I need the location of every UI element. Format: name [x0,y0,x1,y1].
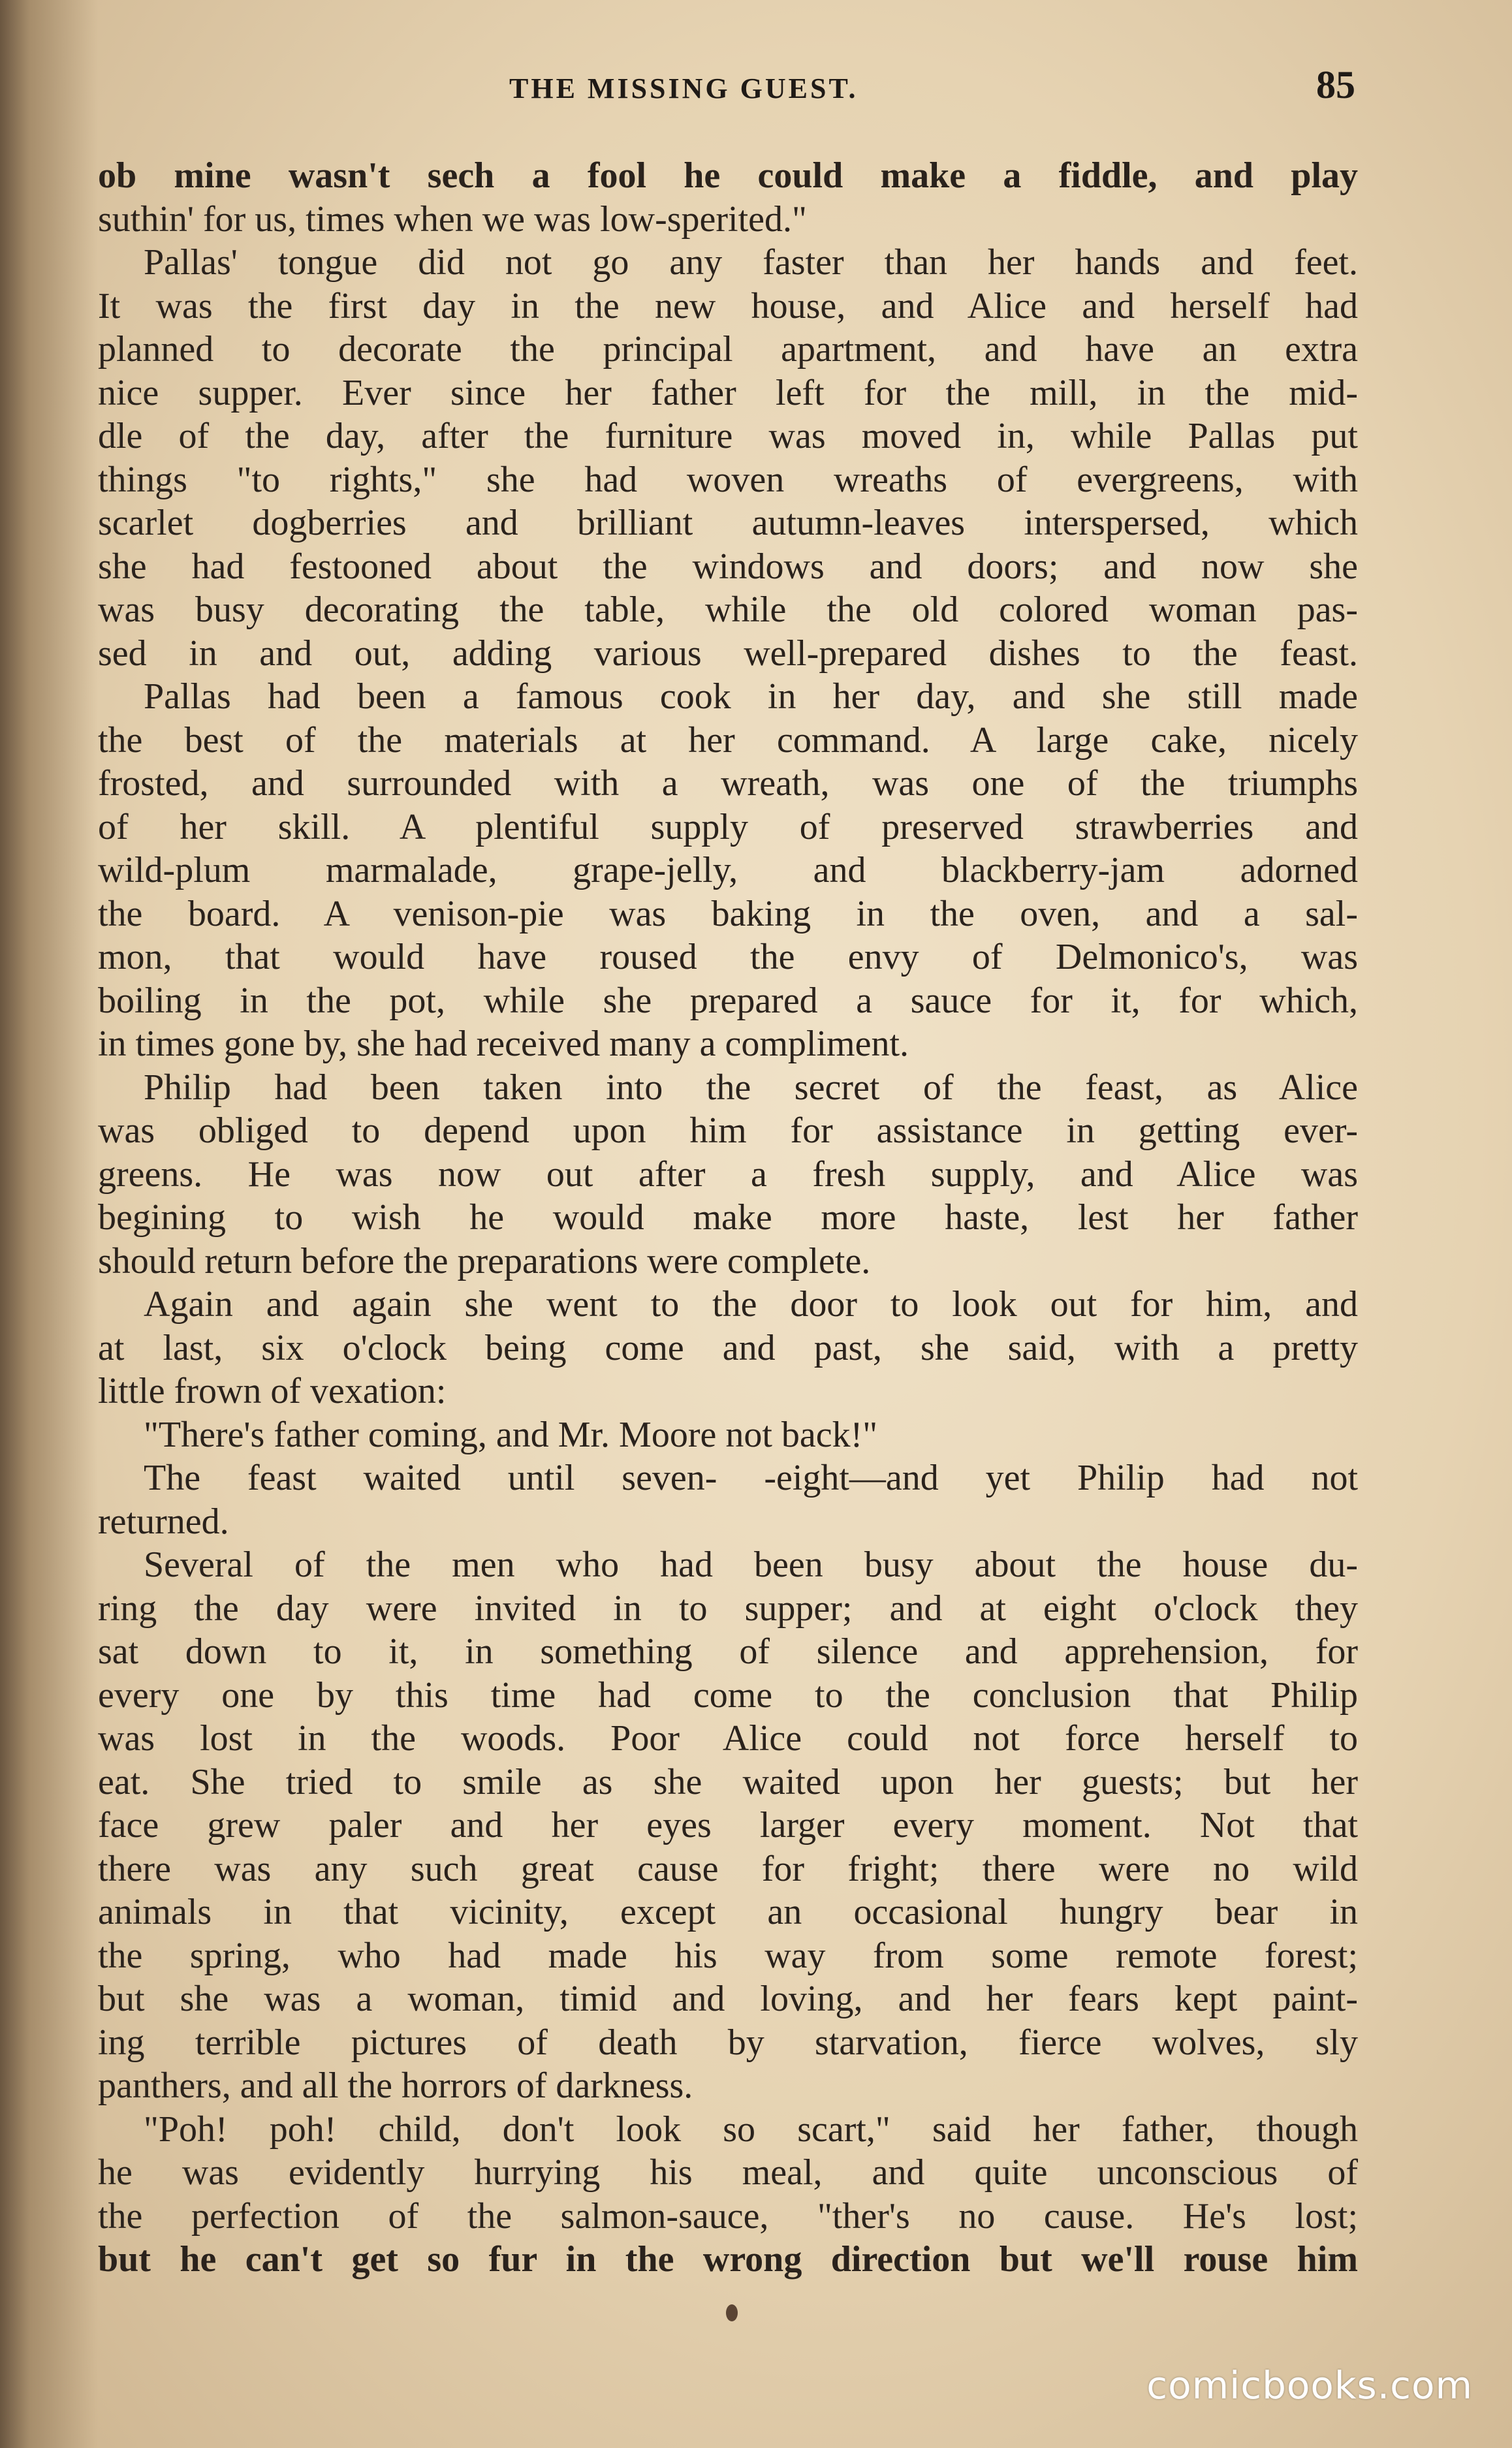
watermark: comicbooks.com [1146,2363,1473,2408]
text-line: things "to rights," she had woven wreaths of evergreens, with [98,459,1358,500]
body-text [98,154,1358,2282]
text-line: nice supper. Ever since her father left for the mill, in the mid- [98,372,1358,413]
text-line: returned. [98,1501,229,1542]
page-number: 85 [1316,63,1355,106]
text-line: suthin' for us, times when we was low-sperited." [98,198,807,240]
gutter-shadow [0,0,98,2448]
text-line: scarlet dogberries and brilliant autumn-leaves interspersed, which [98,503,1358,543]
text-line: "Poh! poh! child, don't look so scart," said her father, though [144,2109,1358,2150]
text-line: It was the first day in the new house, and Alice and herself had [98,285,1358,326]
text-line: Philip had been taken into the secret of the feast, as Alice [144,1067,1358,1108]
text-line: Pallas' tongue did not go any faster than her hands and feet. [144,242,1358,283]
text-line: in times gone by, she had received many a compliment. [98,1024,909,1064]
text-line: sat down to it, in something of silence and apprehension, for [98,1631,1358,1672]
text-line: she had festooned about the windows and doors; and now she [98,546,1358,587]
text-line: ob mine wasn't sech a fool he could make a fiddle, and play [98,155,1358,196]
text-line: Several of the men who had been busy about the house du- [144,1545,1358,1585]
text-line: frosted, and surrounded with a wreath, was one of the triumphs [98,763,1358,804]
text-line: face grew paler and her eyes larger every moment. Not that [98,1805,1358,1845]
text-line: he was evidently hurrying his meal, and quite unconscious of [98,2152,1358,2193]
text-line: panthers, and all the horrors of darkness. [98,2065,693,2106]
text-line: the best of the materials at her command. A large cake, nicely [98,719,1358,761]
text-line: ing terrible pictures of death by starvation, fierce wolves, sly [98,2022,1358,2063]
text-line: mon, that would have roused the envy of Delmonico's, was [98,937,1358,977]
text-line: but she was a woman, timid and loving, and her fears kept paint- [98,1979,1358,2019]
text-line: sed in and out, adding various well-prepared dishes to the feast. [98,633,1358,674]
text-line: dle of the day, after the furniture was moved in, while Pallas put [98,416,1358,456]
text-line: planned to decorate the principal apartment, and have an extra [98,329,1358,369]
text-line: little frown of vexation: [98,1371,447,1411]
text-line: animals in that vicinity, except an occasional hungry bear in [98,1892,1358,1932]
text-line: Again and again she went to the door to look out for him, and [144,1284,1358,1325]
text-line: should return before the preparations were complete. [98,1240,871,1281]
text-line: at last, six o'clock being come and past, she said, with a pretty [98,1327,1358,1368]
ink-spot [726,2304,738,2321]
text-line: but he can't get so fur in the wrong direction but we'll rouse him [98,2239,1358,2280]
text-line: the spring, who had made his way from some remote forest; [98,1935,1358,1976]
text-line: Pallas had been a famous cook in her day, and she still made [144,676,1358,717]
text-line: was busy decorating the table, while the old colored woman pas- [98,589,1358,630]
text-line: the board. A venison-pie was baking in the oven, and a sal- [98,893,1358,934]
running-head: THE MISSING GUEST. [509,72,858,104]
text-line: was lost in the woods. Poor Alice could not force herself to [98,1718,1358,1759]
text-line: there was any such great cause for fright; there were no wild [98,1848,1358,1889]
text-line: The feast waited until seven- -eight—and yet Philip had not [144,1458,1358,1498]
text-line: boiling in the pot, while she prepared a sauce for it, for which, [98,980,1358,1021]
text-line: "There's father coming, and Mr. Moore not back!" [144,1414,878,1455]
text-line: every one by this time had come to the conclusion that Philip [98,1674,1358,1716]
text-line: the perfection of the salmon-sauce, "ther's no cause. He's lost; [98,2195,1358,2236]
text-line: of her skill. A plentiful supply of preserved strawberries and [98,806,1358,847]
text-line: greens. He was now out after a fresh supply, and Alice was [98,1153,1358,1195]
text-line: wild-plum marmalade, grape-jelly, and blackberry-jam adorned [98,850,1358,890]
text-line: begining to wish he would make more haste, lest her father [98,1197,1358,1238]
text-line: ring the day were invited in to supper; and at eight o'clock they [98,1588,1358,1629]
text-line: was obliged to depend upon him for assistance in getting ever- [98,1110,1358,1151]
text-line: eat. She tried to smile as she waited upon her guests; but her [98,1761,1358,1802]
